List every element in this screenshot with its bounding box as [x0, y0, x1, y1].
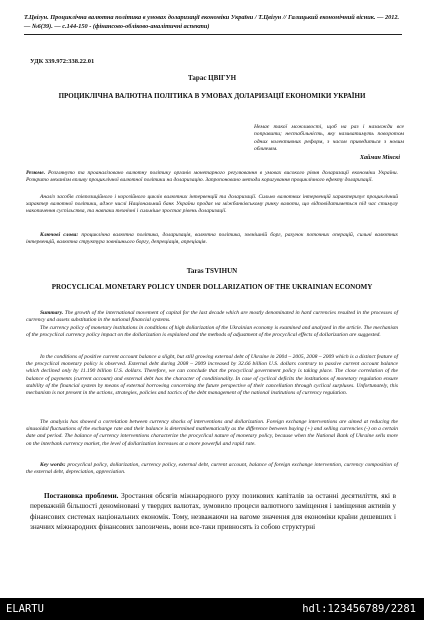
citation-header: Т.Цвігун. Проциклічна валютна політика в умовах доларизації економіки України / Т.Цвігун // Галицький економічний вісник. — 2012. — №6(39). — с.144-150 - (фінансово-обліково-аналітичні аспекти): [24, 14, 402, 35]
keywords-en: [26, 462, 398, 476]
epigraph-author: Хайман Мінскі: [360, 155, 400, 161]
summary-en-text: The growth of the international movement of capital for the last decade which are mostly denominated in hard currencies resulted in the processes of currency and assets substitution in the national financial systems.: [26, 310, 399, 324]
summary-en-label: Summary.: [40, 310, 64, 316]
epigraph: Немає такої можливості, щоб на раз і назавжди все поправити; нестабільність, яку називатимуть поворотом одних колективних реформ, з часом приведиться з новим обличчям.: [254, 124, 404, 152]
author-name-en: Taras TSVIHUN: [186, 267, 238, 275]
summary-ua-p2: Аналіз засобів співпозиційного і корозійного циклів валютних інтервенцій та доларизації. Сильно валютних інтервенцій характеризує проциклічний характер валютної політики, адже числі Національний банк України продає на міжбанківському ринку валюти, що відповідатиметься під час стимулу накопичення суспільства, та навпаки технічні і сильніше зростає рівень доларизації.: [26, 194, 398, 215]
summary-ua-label: Резюме.: [26, 170, 46, 176]
udk-code: УДК 339.972:338.22.01: [30, 58, 95, 65]
keywords-ua-label: Ключові слова:: [40, 232, 79, 238]
keywords-ua-text: проциклічна валютна політика, доларизація, валютна політика, зовнішній борг, рахунок поточних операцій, сильні валютних інтервенцій, валютна структура зовнішнього боргу, депреціація, апреціація.: [26, 232, 398, 246]
keywords-en-text: procyclical policy, dollarization, currency policy, external debt, current account, balance of foreign exchange intervention, currency composition of the external debt, depreciation, appreciation.: [26, 462, 398, 476]
summary-en-p3: In the conditions of positive current account balance a slight, but still growing external debt of Ukraine in 2004 – 2005, 2008 – 2009 which is a distinct feature of the procyclical monetary policy is observed. External debt during 2008 – 2009 increased by 32.66 billion U.S. dollars contrary to passive current account balance which declined only by 11.190 billion U.S. dollars. Therefore, we can conclude that the procyclical government policy is taking place. The close correlation of the balance of payments (current account) and external debt has the character of conditionality. In case of cyclical deficits the institutions of monetary regulation ensure stability of the financial system by means of external borrowing concerning the future perspective of their cancellation through cyclical surpluses. Unfortunately, this mechanism is not present in the actions, strategies, policies and tactics of the debt management of the national institutions of currency regulation.: [26, 354, 398, 397]
body-text: Зростання обсягів міжнародного руху позикових капіталів за останні десятиліття, які в переважній більшості деноміновані у твердих валютах, зумовило процеси валютного заміщення і заміщення активів у фінансових системах національних економік. Тому, незважаючи на вагоме значення для економіки країни дешевших і значних міжнародних фінансових запозичень, вони все-таки привносять із собою структурні: [30, 492, 397, 531]
repository-name: ELARTU: [6, 603, 44, 615]
footer-bar: [0, 598, 424, 620]
article-title-ua: ПРОЦИКЛІЧНА ВАЛЮТНА ПОЛІТИКА В УМОВАХ ДОЛАРИЗАЦІЇ ЕКОНОМІКИ УКРАЇНИ: [58, 92, 366, 100]
body-heading: Постановка проблеми.: [44, 492, 119, 500]
summary-ua-text: Розглянуто та проаналізовано валютну політику органів монетарного регулювання в умовах високого рівня доларизації економіки України. Розкрито механізм впливу проциклічної валютної політики на доларизацію. Запропоновано методи коригування проциклічного ефекту доларизації.: [26, 170, 399, 184]
summary-ua: [26, 170, 398, 184]
keywords-ua: [26, 232, 398, 246]
body-paragraph: [30, 491, 396, 532]
handle-id: hdl:123456789/2281: [302, 603, 416, 615]
summary-en-p1: [26, 310, 398, 324]
summary-en-p4: The analysis has showed a correlation between currency shocks of interventions and dollarization. Foreign exchange interventions are aimed at reducing the sinusoidal fluctuations of the exchange rate and their balance is determined mathematically as the difference between buying (+) and selling currencies (-) on a certain date and period. The balance of currency interventions characterize the procyclical nature of monetary policy, because when the National Bank of Ukraine sells more on the interbank currency market, the level of dollarization increases at a more powerful and rapid rate.: [26, 419, 398, 447]
summary-en-p2: The currency policy of monetary institutions in conditions of high dollarization of the Ukrainian economy is examined and analyzed in the article. The mechanism of the procyclical currency policy impact on the dollarization is explained and the methods of adjustment of the procyclical effects of dollarization are suggested.: [26, 325, 398, 339]
article-title-en: PROCYCLICAL MONETARY POLICY UNDER DOLLARIZATION OF THE UKRAINIAN ECONOMY: [51, 283, 373, 291]
author-name-ua: Тарас ЦВІГУН: [187, 74, 237, 82]
keywords-en-label: Key words:: [40, 462, 66, 468]
